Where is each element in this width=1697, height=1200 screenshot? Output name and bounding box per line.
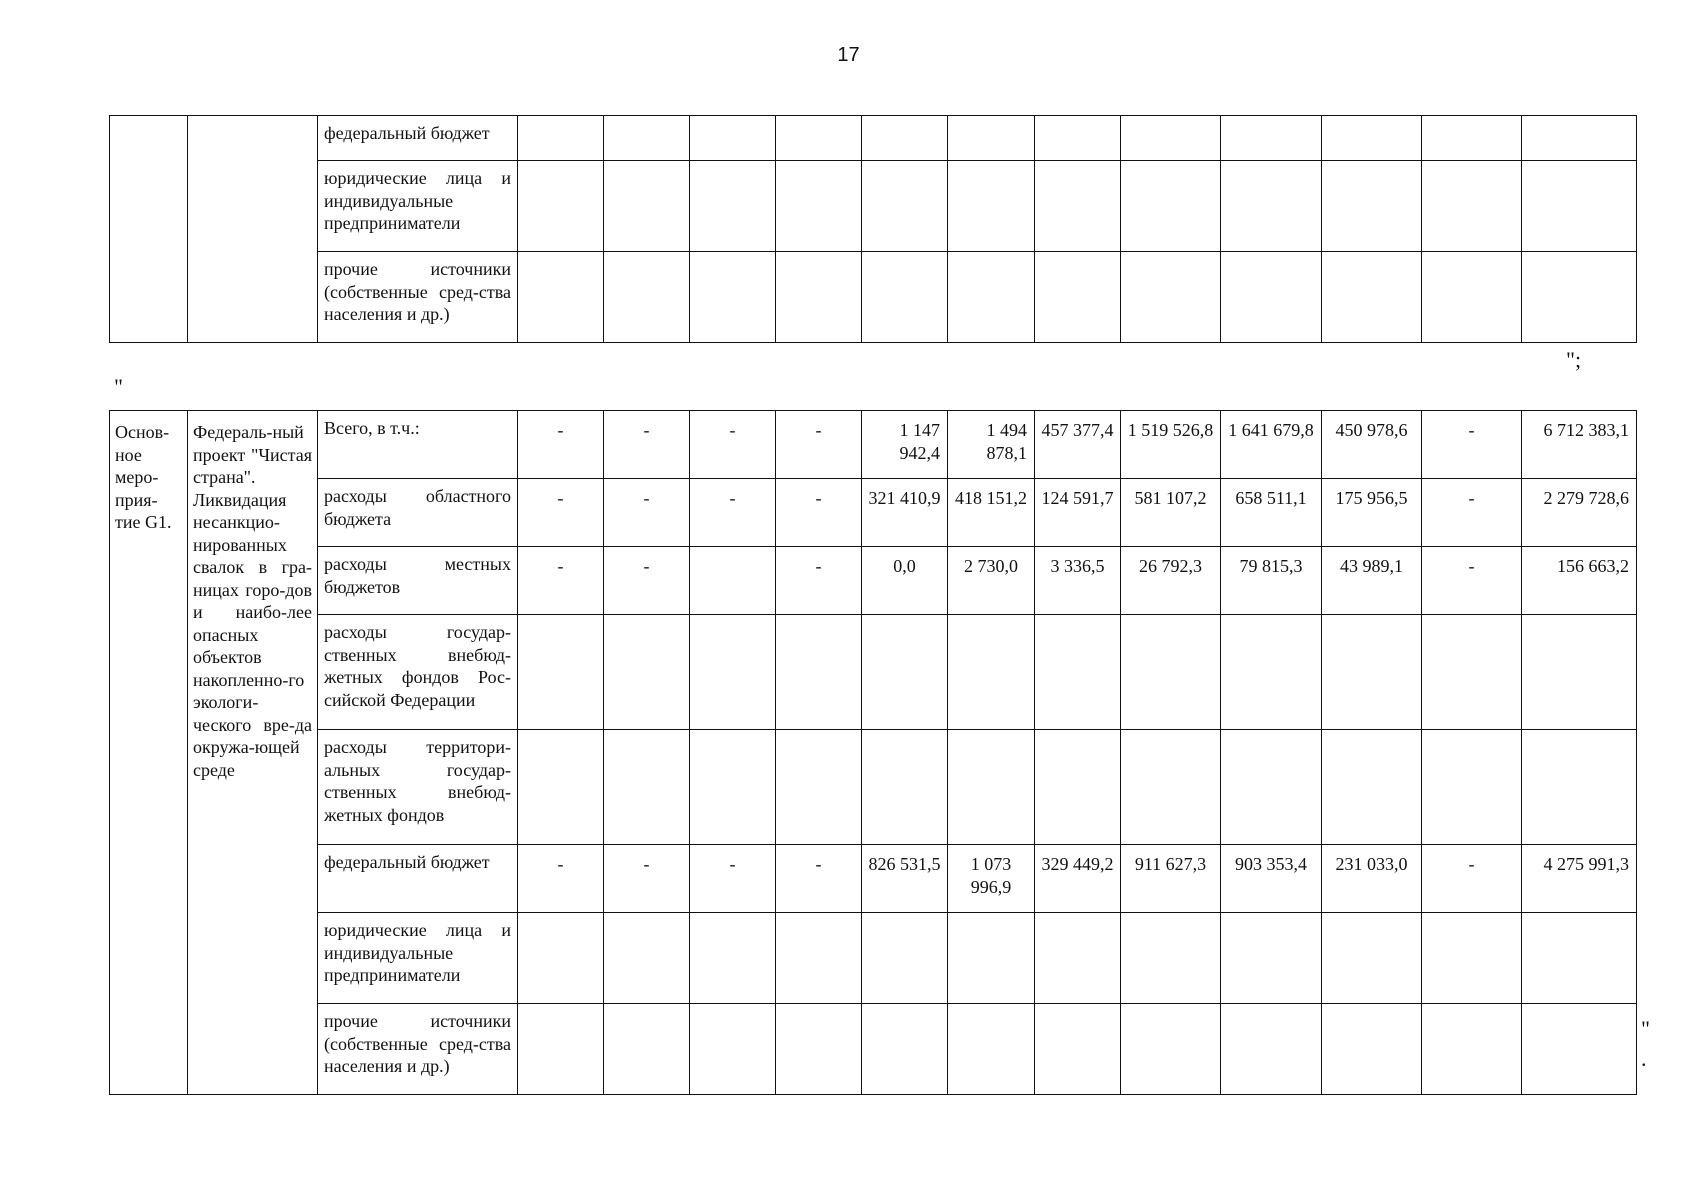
value-cell: 1 073 996,9 — [948, 845, 1035, 913]
page-number: 17 — [837, 44, 860, 66]
value-cell: - — [690, 411, 776, 479]
value-cell: 450 978,6 — [1322, 411, 1422, 479]
closing-quote-mark: " — [1641, 1016, 1650, 1041]
value-cell: 175 956,5 — [1322, 479, 1422, 547]
value-cell: 457 377,4 — [1035, 411, 1121, 479]
value-cell: 79 815,3 — [1221, 547, 1322, 615]
value-cell: 26 792,3 — [1121, 547, 1221, 615]
blank-cell — [110, 116, 188, 343]
value-cell: - — [518, 479, 604, 547]
value-cell: 156 663,2 — [1522, 547, 1637, 615]
value-cell: - — [604, 845, 690, 913]
value-cell: - — [776, 547, 862, 615]
table-row — [110, 116, 1637, 161]
value-cell: - — [604, 547, 690, 615]
table-row — [110, 845, 1637, 913]
value-cell: 321 410,9 — [862, 479, 948, 547]
row-label: расходы государ-ственных внебюд-жетных фондов Рос-сийской Федерации — [318, 615, 518, 730]
value-cell: - — [518, 845, 604, 913]
value-cell: 4 275 991,3 — [1522, 845, 1637, 913]
value-cell: - — [690, 479, 776, 547]
value-cell: 329 449,2 — [1035, 845, 1121, 913]
main-table — [109, 410, 1637, 1095]
value-cell: 826 531,5 — [862, 845, 948, 913]
table-row — [110, 1004, 1637, 1095]
table-row — [110, 411, 1637, 479]
value-cell — [690, 547, 776, 615]
row-label: расходы территори-альных государ-ственных внебюд-жетных фондов — [318, 730, 518, 845]
value-cell: 2 279 728,6 — [1522, 479, 1637, 547]
value-cell: 1 147 942,4 — [862, 411, 948, 479]
row-label: прочие источники (собственные сред-ства населения и др.) — [318, 1004, 518, 1095]
row-label: расходы областного бюджета — [318, 479, 518, 547]
blank-cell — [188, 116, 318, 343]
closing-period-mark: . — [1641, 1046, 1647, 1071]
value-cell: 1 519 526,8 — [1121, 411, 1221, 479]
value-cell: - — [1422, 479, 1522, 547]
row-label: юридические лица и индивидуальные предприниматели — [318, 913, 518, 1004]
value-cell: 6 712 383,1 — [1522, 411, 1637, 479]
value-cell: 43 989,1 — [1322, 547, 1422, 615]
value-cell: - — [604, 411, 690, 479]
table-row — [110, 161, 1637, 252]
row-label: расходы местных бюджетов — [318, 547, 518, 615]
value-cell: 3 336,5 — [1035, 547, 1121, 615]
value-cell: 418 151,2 — [948, 479, 1035, 547]
value-cell: - — [1422, 411, 1522, 479]
event-code-cell: Основ-ное меро-прия-тие G1. — [110, 411, 188, 1095]
value-cell: 581 107,2 — [1121, 479, 1221, 547]
value-cell: - — [690, 845, 776, 913]
value-cell: - — [1422, 547, 1522, 615]
value-cell: 658 511,1 — [1221, 479, 1322, 547]
closing-quote-mark: "; — [1566, 347, 1582, 372]
table-row — [110, 615, 1637, 730]
table-row — [110, 479, 1637, 547]
row-label: федеральный бюджет — [318, 845, 518, 913]
value-cell: 124 591,7 — [1035, 479, 1121, 547]
value-cell: 231 033,0 — [1322, 845, 1422, 913]
project-name-cell: Федераль-ный проект "Чистая страна". Ликвидация несанкцио-нированных свалок в гра-ницах горо-дов и наибо-лее опасных объектов накопленно-го экологи-ческого вре-да окружа-ющей среде — [188, 411, 318, 1095]
value-cell: - — [1422, 845, 1522, 913]
value-cell: - — [518, 411, 604, 479]
value-cell: 1 641 679,8 — [1221, 411, 1322, 479]
value-cell: - — [776, 845, 862, 913]
value-cell: 903 353,4 — [1221, 845, 1322, 913]
row-label: прочие источники (собственные сред-ства населения и др.) — [318, 252, 518, 343]
value-cell: - — [518, 547, 604, 615]
value-cell: 0,0 — [862, 547, 948, 615]
row-label: Всего, в т.ч.: — [318, 411, 518, 479]
value-cell: - — [776, 411, 862, 479]
row-label: федеральный бюджет — [318, 116, 518, 161]
value-cell: 1 494 878,1 — [948, 411, 1035, 479]
table-row — [110, 547, 1637, 615]
value-cell: - — [604, 479, 690, 547]
top-table — [109, 115, 1637, 343]
value-cell: 911 627,3 — [1121, 845, 1221, 913]
opening-quote-mark: " — [114, 374, 123, 399]
table-row — [110, 913, 1637, 1004]
value-cell: 2 730,0 — [948, 547, 1035, 615]
row-label: юридические лица и индивидуальные предприниматели — [318, 161, 518, 252]
table-row — [110, 730, 1637, 845]
table-row — [110, 252, 1637, 343]
value-cell: - — [776, 479, 862, 547]
